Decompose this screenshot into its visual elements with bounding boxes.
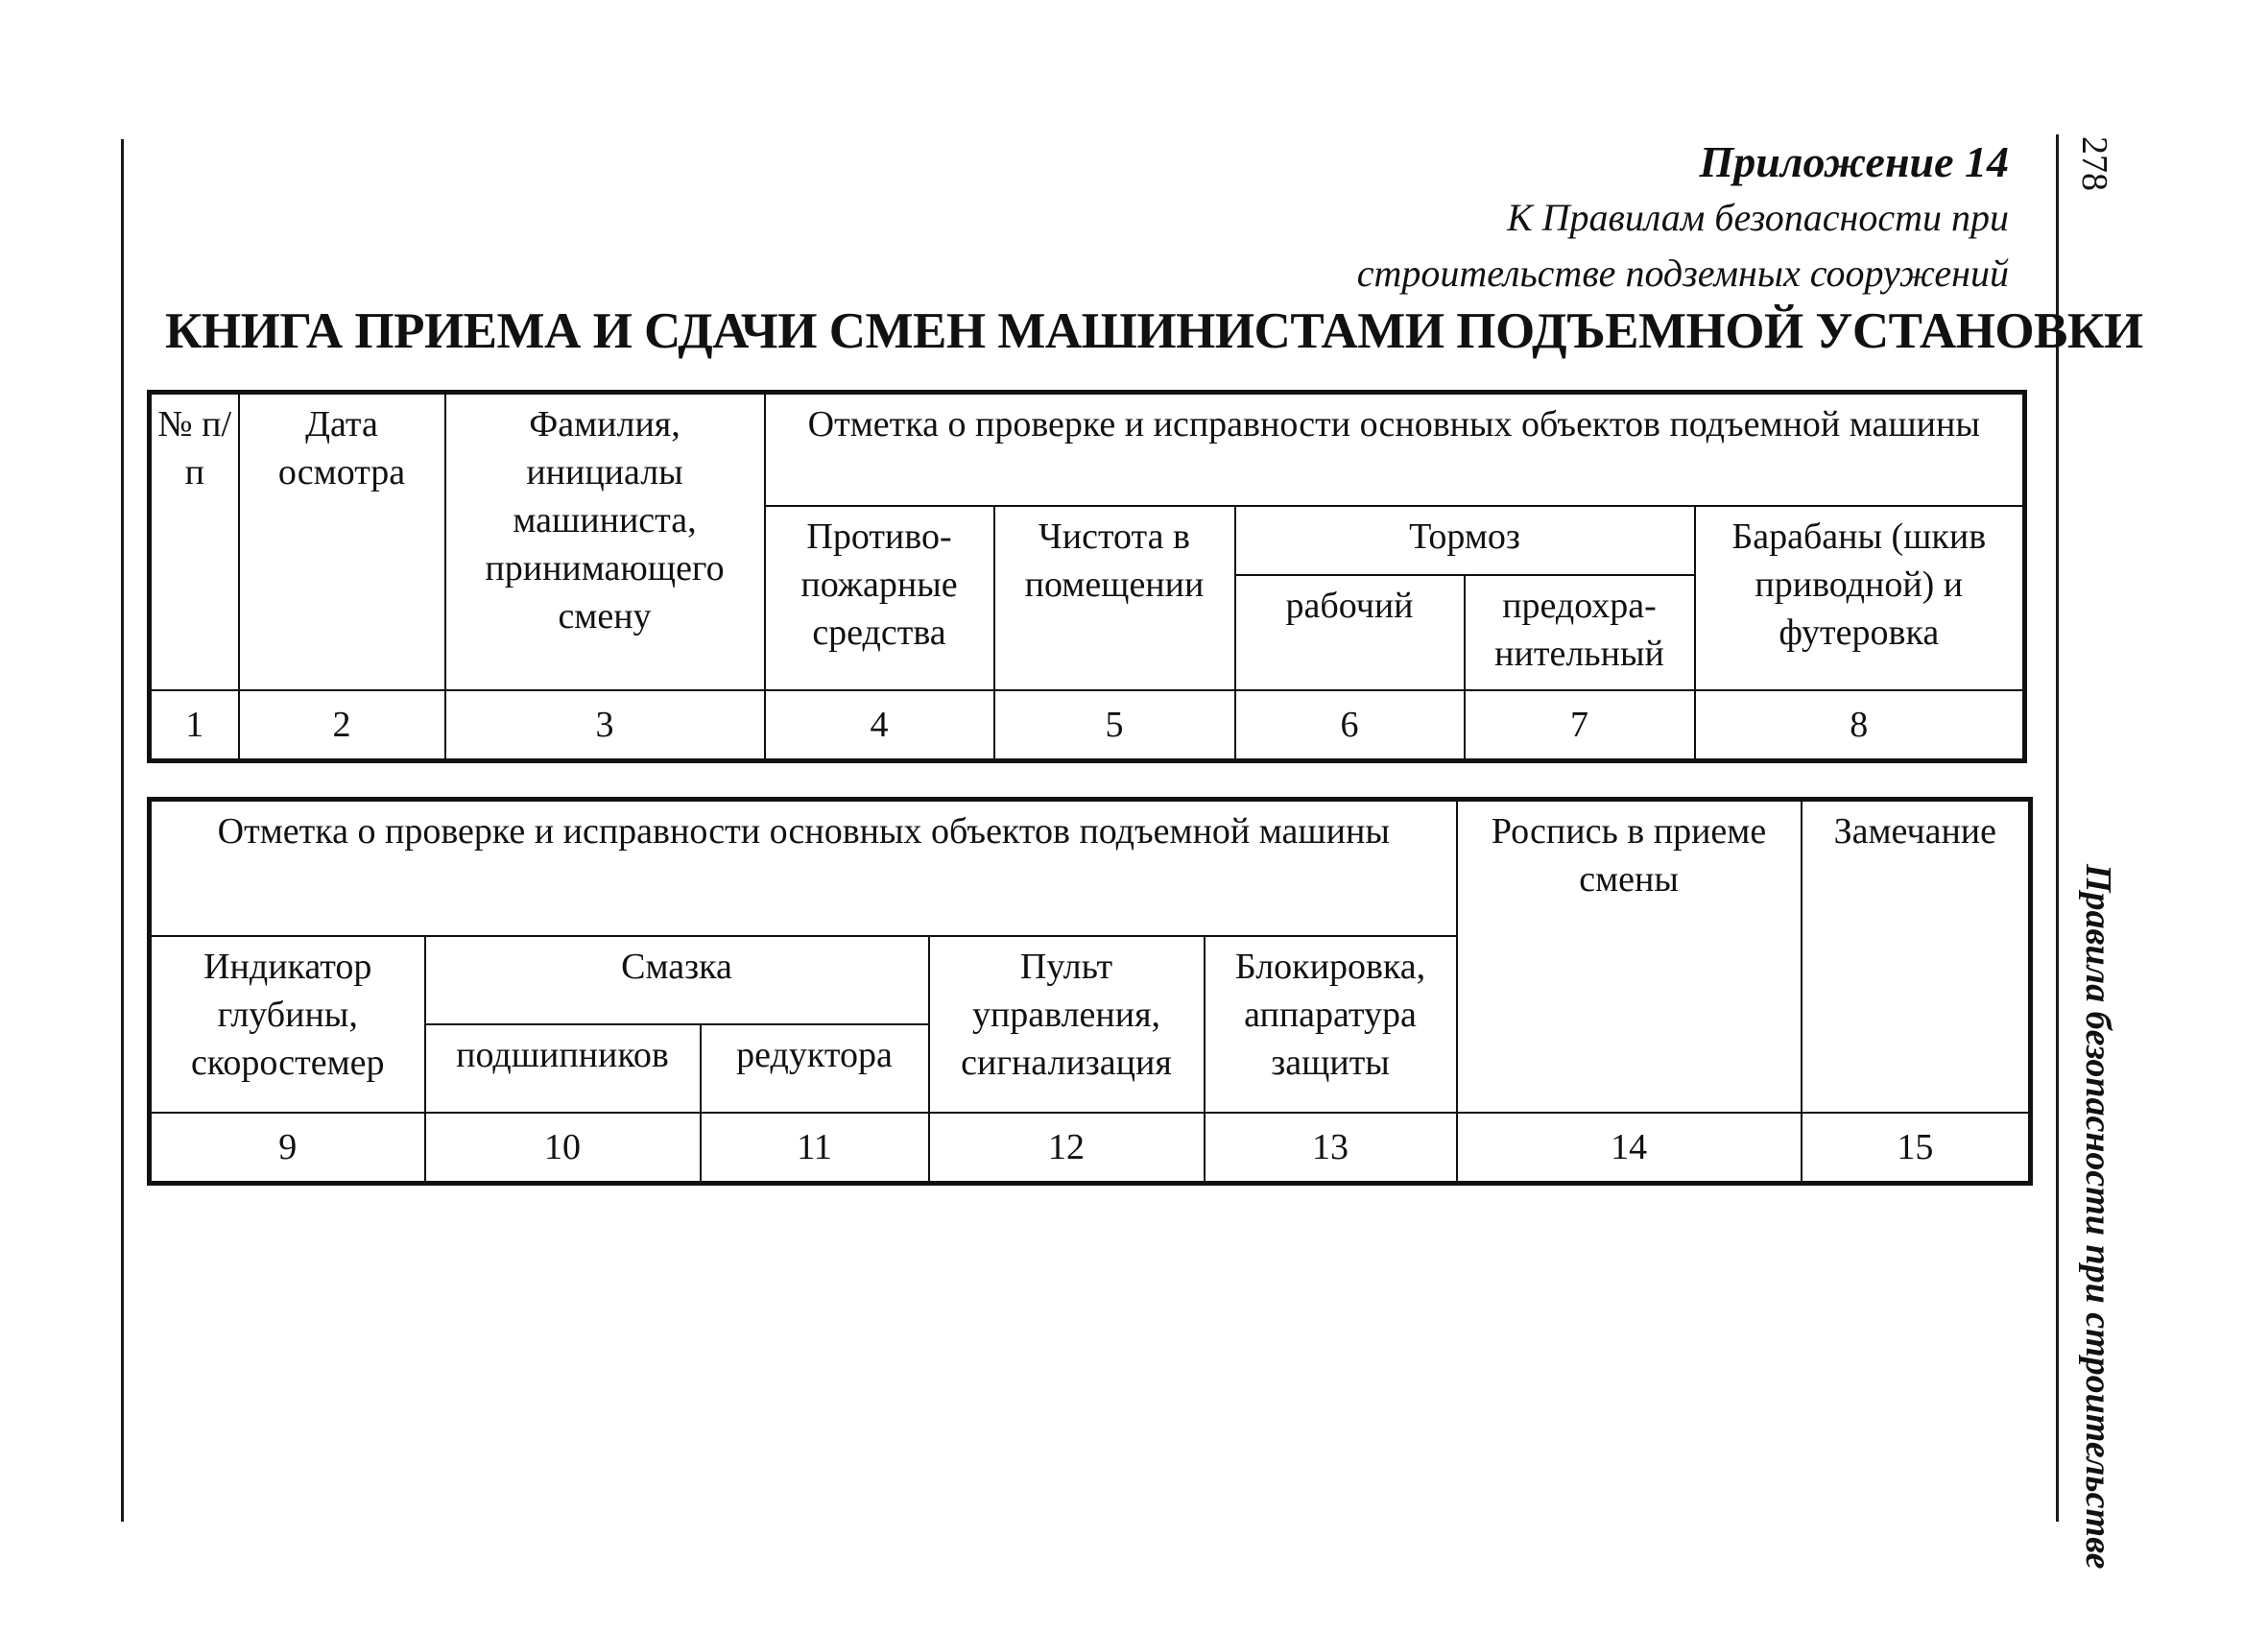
header-room-cleanliness: Чистота в помещении — [994, 506, 1235, 690]
header-control-panel: Пульт управления, сигнализация — [929, 936, 1205, 1113]
header-brake-safety: предохра-нительный — [1465, 575, 1695, 690]
header-date: Дата осмотра — [239, 393, 445, 690]
column-number-cell: 1 — [150, 690, 239, 761]
column-number-cell: 4 — [765, 690, 994, 761]
shift-log-table-1 — [147, 390, 2027, 763]
column-number-cell: 13 — [1205, 1113, 1457, 1184]
header-remark: Замечание — [1802, 800, 2031, 1113]
page-number: 278 — [2074, 136, 2114, 191]
header-depth-indicator: Индикатор глубины, скоростемер — [150, 936, 425, 1113]
running-title: Правила безопасности при строительстве — [2078, 864, 2118, 1570]
header-lube-reducer: редуктора — [701, 1024, 929, 1113]
left-margin-rule — [121, 139, 124, 1522]
header-brake: Тормоз — [1235, 506, 1695, 575]
header-number: № п/п — [150, 393, 239, 690]
column-number-cell: 11 — [701, 1113, 929, 1184]
header-operator-name: Фамилия, инициалы машиниста, принимающего смену — [445, 393, 765, 690]
header-shift-signature: Роспись в приеме смены — [1457, 800, 1802, 1113]
column-number-cell: 2 — [239, 690, 445, 761]
column-number-cell: 15 — [1802, 1113, 2031, 1184]
column-number-cell: 5 — [994, 690, 1235, 761]
header-lubrication: Смазка — [425, 936, 929, 1024]
appendix-line-2: строительстве подземных сооружений — [1356, 252, 2009, 295]
column-number-cell: 12 — [929, 1113, 1205, 1184]
column-number-cell: 7 — [1465, 690, 1695, 761]
shift-log-table-2 — [147, 797, 2033, 1186]
header-drums: Барабаны (шкив приводной) и футеровка — [1695, 506, 2025, 690]
header-inspection-group: Отметка о проверке и исправности основных объектов подъемной машины — [765, 393, 2025, 506]
document-title: КНИГА ПРИЕМА И СДАЧИ СМЕН МАШИНИСТАМИ ПОДЪЕМНОЙ УСТАНОВКИ — [165, 303, 2143, 359]
column-number-cell: 14 — [1457, 1113, 1802, 1184]
column-number-cell: 9 — [150, 1113, 425, 1184]
header-lube-bearings: подшипников — [425, 1024, 701, 1113]
column-number-cell: 8 — [1695, 690, 2025, 761]
header-inspection-group: Отметка о проверке и исправности основных объектов подъемной машины — [150, 800, 1457, 936]
appendix-line-1: К Правилам безопасности при — [1507, 196, 2009, 239]
column-number-cell: 10 — [425, 1113, 701, 1184]
column-number-cell: 3 — [445, 690, 765, 761]
appendix-number: Приложение 14 — [1699, 137, 2009, 186]
header-fire-equipment: Противо-пожарные средства — [765, 506, 994, 690]
column-number-cell: 6 — [1235, 690, 1465, 761]
header-blocking-protection: Блокировка, аппаратура защиты — [1205, 936, 1457, 1113]
header-brake-working: рабочий — [1235, 575, 1465, 690]
appendix-block — [1357, 134, 2009, 301]
